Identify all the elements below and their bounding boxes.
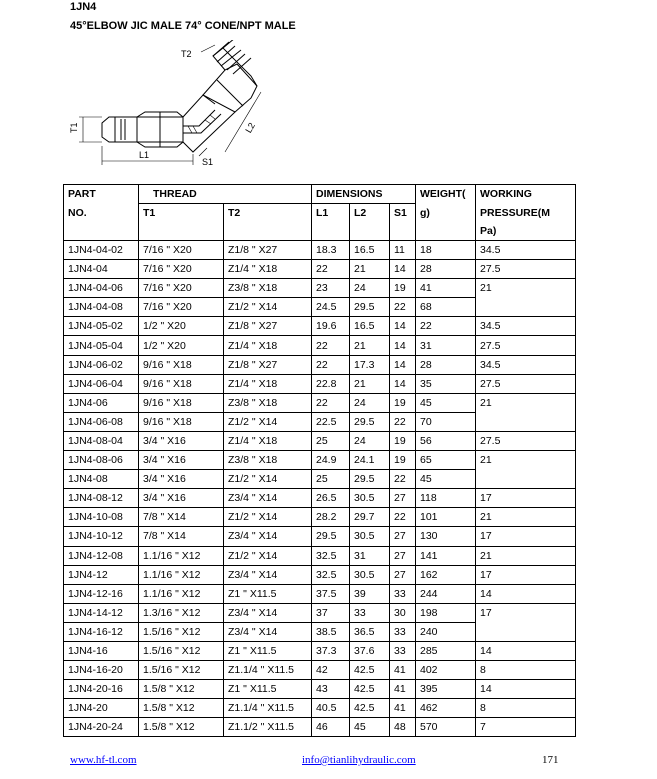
- l1-cell: 22: [312, 355, 350, 374]
- s1-cell: 14: [390, 260, 416, 279]
- part-no-cell: 1JN4-06: [64, 393, 139, 412]
- weight-cell: 28: [416, 260, 476, 279]
- l2-cell: 30.5: [350, 527, 390, 546]
- table-row: [64, 279, 576, 298]
- s1-cell: 22: [390, 298, 416, 317]
- pressure-cell: [476, 622, 576, 641]
- l2-cell: 30.5: [350, 565, 390, 584]
- website-link[interactable]: www.hf-tl.com: [70, 754, 137, 766]
- s1-cell: 33: [390, 584, 416, 603]
- s1-cell: 41: [390, 680, 416, 699]
- s1-cell: 22: [390, 508, 416, 527]
- thread-t1-cell: 3/4 " X16: [139, 470, 224, 489]
- table-row: [64, 661, 576, 680]
- l1-cell: 24.9: [312, 451, 350, 470]
- t2-header: T2: [224, 204, 312, 223]
- table-row: [64, 489, 576, 508]
- l2-cell: 21: [350, 336, 390, 355]
- pressure-cell: 27.5: [476, 336, 576, 355]
- s1-label: S1: [202, 157, 214, 167]
- l2-cell: 24: [350, 431, 390, 450]
- pressure-cell: 21: [476, 279, 576, 298]
- pressure-cell: [476, 470, 576, 489]
- thread-t1-cell: 1/2 " X20: [139, 336, 224, 355]
- s1-cell: 27: [390, 546, 416, 565]
- thread-t1-cell: 3/4 " X16: [139, 489, 224, 508]
- table-row: [64, 508, 576, 527]
- part-no-cell: 1JN4-12-16: [64, 584, 139, 603]
- no-header: NO.: [64, 204, 139, 223]
- table-row: [64, 546, 576, 565]
- s1-cell: 19: [390, 393, 416, 412]
- l1-cell: 22: [312, 260, 350, 279]
- s1-cell: 41: [390, 699, 416, 718]
- weight-cell: 31: [416, 336, 476, 355]
- thread-t2-cell: Z1/2 " X14: [224, 508, 312, 527]
- l1-cell: 40.5: [312, 699, 350, 718]
- l2-cell: 42.5: [350, 661, 390, 680]
- l1-cell: 18.3: [312, 241, 350, 260]
- s1-header: S1: [390, 204, 416, 223]
- l1-cell: 29.5: [312, 527, 350, 546]
- l2-label: L2: [243, 120, 257, 135]
- weight-cell: 141: [416, 546, 476, 565]
- table-row: [64, 527, 576, 546]
- l1-cell: 22.5: [312, 412, 350, 431]
- pressure-cell: 27.5: [476, 431, 576, 450]
- pressure-cell: 17: [476, 603, 576, 622]
- thread-t1-cell: 1.3/16 " X12: [139, 603, 224, 622]
- thread-t2-cell: Z1.1/4 " X11.5: [224, 661, 312, 680]
- part-no-cell: 1JN4-08-12: [64, 489, 139, 508]
- l1-cell: 37.5: [312, 584, 350, 603]
- part-no-cell: 1JN4-14-12: [64, 603, 139, 622]
- thread-t2-cell: Z1/2 " X14: [224, 412, 312, 431]
- weight-cell: 28: [416, 355, 476, 374]
- t1-label: T1: [69, 122, 79, 133]
- thread-t1-cell: 3/4 " X16: [139, 431, 224, 450]
- l2-header: L2: [350, 204, 390, 223]
- thread-t1-cell: 7/8 " X14: [139, 508, 224, 527]
- thread-t2-cell: Z1/2 " X14: [224, 546, 312, 565]
- l2-cell: 16.5: [350, 241, 390, 260]
- thread-t2-cell: Z1/4 " X18: [224, 260, 312, 279]
- thread-t2-cell: Z1.1/2 " X11.5: [224, 718, 312, 737]
- table-row: [64, 355, 576, 374]
- product-title: 45°ELBOW JIC MALE 74° CONE/NPT MALE: [70, 20, 296, 32]
- pressure-unit-header: Pa): [476, 222, 576, 241]
- thread-t2-cell: Z1/8 " X27: [224, 317, 312, 336]
- weight-cell: 70: [416, 412, 476, 431]
- email-link[interactable]: info@tianlihydraulic.com: [302, 754, 416, 766]
- l1-cell: 22.8: [312, 374, 350, 393]
- weight-cell: 41: [416, 279, 476, 298]
- thread-t2-cell: Z1 " X11.5: [224, 641, 312, 660]
- weight-cell: 402: [416, 661, 476, 680]
- l1-cell: 19.6: [312, 317, 350, 336]
- pressure-cell: 21: [476, 451, 576, 470]
- l2-cell: 29.5: [350, 412, 390, 431]
- part-no-cell: 1JN4-04: [64, 260, 139, 279]
- thread-t2-cell: Z3/8 " X18: [224, 393, 312, 412]
- s1-cell: 14: [390, 355, 416, 374]
- thread-t1-cell: 9/16 " X18: [139, 374, 224, 393]
- thread-t2-cell: Z3/8 " X18: [224, 451, 312, 470]
- pressure-cell: 7: [476, 718, 576, 737]
- thread-t2-cell: Z1/8 " X27: [224, 355, 312, 374]
- s1-cell: 19: [390, 451, 416, 470]
- s1-cell: 11: [390, 241, 416, 260]
- s1-cell: 30: [390, 603, 416, 622]
- part-no-cell: 1JN4-12: [64, 565, 139, 584]
- thread-t1-cell: 1.1/16 " X12: [139, 584, 224, 603]
- thread-t2-cell: Z1/2 " X14: [224, 298, 312, 317]
- l2-cell: 17.3: [350, 355, 390, 374]
- table-row: [64, 641, 576, 660]
- weight-cell: 198: [416, 603, 476, 622]
- thread-t1-cell: 1.5/16 " X12: [139, 661, 224, 680]
- l1-cell: 25: [312, 431, 350, 450]
- l2-cell: 31: [350, 546, 390, 565]
- l1-cell: 22: [312, 336, 350, 355]
- pressure-cell: 17: [476, 489, 576, 508]
- table-row: [64, 374, 576, 393]
- s1-cell: 48: [390, 718, 416, 737]
- l2-cell: 21: [350, 260, 390, 279]
- l2-cell: 45: [350, 718, 390, 737]
- pressure-cell: 8: [476, 661, 576, 680]
- thread-t1-cell: 1.1/16 " X12: [139, 546, 224, 565]
- weight-cell: 118: [416, 489, 476, 508]
- l1-cell: 25: [312, 470, 350, 489]
- s1-cell: 33: [390, 641, 416, 660]
- s1-cell: 14: [390, 336, 416, 355]
- l2-cell: 30.5: [350, 489, 390, 508]
- part-no-cell: 1JN4-20-16: [64, 680, 139, 699]
- thread-t1-cell: 9/16 " X18: [139, 393, 224, 412]
- l1-header: L1: [312, 204, 350, 223]
- pressure-header-2: PRESSURE(M: [476, 204, 576, 223]
- table-row: [64, 317, 576, 336]
- s1-cell: 19: [390, 431, 416, 450]
- l1-cell: 32.5: [312, 565, 350, 584]
- part-no-cell: 1JN4-04-02: [64, 241, 139, 260]
- specification-table: [63, 184, 576, 737]
- pressure-cell: 21: [476, 393, 576, 412]
- l2-cell: 24: [350, 279, 390, 298]
- table-row: [64, 622, 576, 641]
- thread-t2-cell: Z3/4 " X14: [224, 603, 312, 622]
- weight-cell: 65: [416, 451, 476, 470]
- l2-cell: 29.5: [350, 298, 390, 317]
- weight-cell: 162: [416, 565, 476, 584]
- thread-t1-cell: 1.5/16 " X12: [139, 622, 224, 641]
- thread-t1-cell: 1.5/8 " X12: [139, 718, 224, 737]
- thread-t1-cell: 1.5/8 " X12: [139, 699, 224, 718]
- weight-cell: 130: [416, 527, 476, 546]
- weight-cell: 56: [416, 431, 476, 450]
- header-row-3: [64, 222, 576, 241]
- thread-t2-cell: Z3/4 " X14: [224, 565, 312, 584]
- l1-cell: 37: [312, 603, 350, 622]
- table-row: [64, 336, 576, 355]
- pressure-header: WORKING: [476, 185, 576, 204]
- l1-cell: 46: [312, 718, 350, 737]
- table-row: [64, 393, 576, 412]
- thread-t1-cell: 1/2 " X20: [139, 317, 224, 336]
- table-row: [64, 298, 576, 317]
- s1-cell: 27: [390, 489, 416, 508]
- thread-t2-cell: Z3/8 " X18: [224, 279, 312, 298]
- weight-cell: 395: [416, 680, 476, 699]
- pressure-cell: 14: [476, 584, 576, 603]
- part-no-cell: 1JN4-16-12: [64, 622, 139, 641]
- table-row: [64, 412, 576, 431]
- pressure-cell: 14: [476, 641, 576, 660]
- s1-cell: 41: [390, 661, 416, 680]
- page-number: 171: [542, 754, 559, 766]
- pressure-cell: 17: [476, 527, 576, 546]
- thread-t1-cell: 7/16 " X20: [139, 241, 224, 260]
- l1-label: L1: [139, 150, 150, 160]
- weight-cell: 45: [416, 470, 476, 489]
- weight-cell: 285: [416, 641, 476, 660]
- s1-cell: 22: [390, 412, 416, 431]
- l1-cell: 42: [312, 661, 350, 680]
- part-header: PART: [64, 185, 139, 204]
- pressure-cell: [476, 412, 576, 431]
- thread-t1-cell: 1.5/8 " X12: [139, 680, 224, 699]
- part-no-cell: 1JN4-16-20: [64, 661, 139, 680]
- table-row: [64, 451, 576, 470]
- thread-t2-cell: Z1/4 " X18: [224, 374, 312, 393]
- weight-unit-header: g): [416, 204, 476, 223]
- weight-cell: 35: [416, 374, 476, 393]
- thread-t2-cell: Z1/4 " X18: [224, 336, 312, 355]
- pressure-cell: 34.5: [476, 317, 576, 336]
- part-no-cell: 1JN4-12-08: [64, 546, 139, 565]
- table-row: [64, 718, 576, 737]
- weight-cell: 101: [416, 508, 476, 527]
- pressure-cell: [476, 298, 576, 317]
- l1-cell: 22: [312, 393, 350, 412]
- table-row: [64, 431, 576, 450]
- thread-t2-cell: Z1 " X11.5: [224, 584, 312, 603]
- weight-cell: 240: [416, 622, 476, 641]
- part-no-cell: 1JN4-10-12: [64, 527, 139, 546]
- pressure-cell: 34.5: [476, 241, 576, 260]
- l2-cell: 29.7: [350, 508, 390, 527]
- pressure-cell: 8: [476, 699, 576, 718]
- weight-cell: 244: [416, 584, 476, 603]
- thread-t2-cell: Z3/4 " X14: [224, 527, 312, 546]
- s1-cell: 22: [390, 470, 416, 489]
- pressure-cell: 21: [476, 546, 576, 565]
- l2-cell: 42.5: [350, 680, 390, 699]
- pressure-cell: 14: [476, 680, 576, 699]
- part-no-cell: 1JN4-06-08: [64, 412, 139, 431]
- table-row: [64, 260, 576, 279]
- part-no-cell: 1JN4-04-06: [64, 279, 139, 298]
- t1-header: T1: [139, 204, 224, 223]
- footer-website[interactable]: [70, 754, 137, 766]
- part-no-cell: 1JN4-06-04: [64, 374, 139, 393]
- weight-cell: 22: [416, 317, 476, 336]
- header-row-1: [64, 185, 576, 204]
- dimensions-header: DIMENSIONS: [312, 185, 416, 204]
- pressure-cell: 27.5: [476, 260, 576, 279]
- product-code: 1JN4: [70, 1, 97, 13]
- table-row: [64, 603, 576, 622]
- thread-t2-cell: Z3/4 " X14: [224, 489, 312, 508]
- s1-cell: 27: [390, 527, 416, 546]
- l1-cell: 38.5: [312, 622, 350, 641]
- weight-header: WEIGHT(: [416, 185, 476, 204]
- table-row: [64, 680, 576, 699]
- thread-t2-cell: Z3/4 " X14: [224, 622, 312, 641]
- table-row: [64, 241, 576, 260]
- weight-cell: 462: [416, 699, 476, 718]
- table-row: [64, 584, 576, 603]
- l2-cell: 37.6: [350, 641, 390, 660]
- l2-cell: 29.5: [350, 470, 390, 489]
- part-no-cell: 1JN4-20: [64, 699, 139, 718]
- table-row: [64, 699, 576, 718]
- thread-t1-cell: 7/16 " X20: [139, 298, 224, 317]
- l2-cell: 42.5: [350, 699, 390, 718]
- part-no-cell: 1JN4-08: [64, 470, 139, 489]
- thread-t1-cell: 7/8 " X14: [139, 527, 224, 546]
- weight-cell: 18: [416, 241, 476, 260]
- l1-cell: 43: [312, 680, 350, 699]
- thread-t2-cell: Z1.1/4 " X11.5: [224, 699, 312, 718]
- thread-t1-cell: 9/16 " X18: [139, 412, 224, 431]
- part-no-cell: 1JN4-05-02: [64, 317, 139, 336]
- thread-t1-cell: 3/4 " X16: [139, 451, 224, 470]
- part-no-cell: 1JN4-04-08: [64, 298, 139, 317]
- s1-cell: 14: [390, 374, 416, 393]
- s1-cell: 33: [390, 622, 416, 641]
- part-no-cell: 1JN4-05-04: [64, 336, 139, 355]
- thread-t1-cell: 9/16 " X18: [139, 355, 224, 374]
- l2-cell: 21: [350, 374, 390, 393]
- thread-t1-cell: 7/16 " X20: [139, 279, 224, 298]
- s1-cell: 27: [390, 565, 416, 584]
- l1-cell: 32.5: [312, 546, 350, 565]
- thread-t1-cell: 1.5/16 " X12: [139, 641, 224, 660]
- fitting-technical-drawing: [65, 40, 285, 175]
- l2-cell: 24.1: [350, 451, 390, 470]
- l1-cell: 26.5: [312, 489, 350, 508]
- pressure-cell: 34.5: [476, 355, 576, 374]
- part-no-cell: 1JN4-08-04: [64, 431, 139, 450]
- thread-t1-cell: 1.1/16 " X12: [139, 565, 224, 584]
- part-no-cell: 1JN4-08-06: [64, 451, 139, 470]
- thread-t1-cell: 7/16 " X20: [139, 260, 224, 279]
- weight-cell: 68: [416, 298, 476, 317]
- l1-cell: 23: [312, 279, 350, 298]
- weight-cell: 570: [416, 718, 476, 737]
- l2-cell: 33: [350, 603, 390, 622]
- thread-t2-cell: Z1/2 " X14: [224, 470, 312, 489]
- thread-header: THREAD: [139, 185, 312, 204]
- table-row: [64, 470, 576, 489]
- footer-email[interactable]: [302, 754, 416, 766]
- l1-cell: 24.5: [312, 298, 350, 317]
- thread-t2-cell: Z1 " X11.5: [224, 680, 312, 699]
- part-no-cell: 1JN4-10-08: [64, 508, 139, 527]
- s1-cell: 19: [390, 279, 416, 298]
- part-no-cell: 1JN4-20-24: [64, 718, 139, 737]
- thread-t2-cell: Z1/8 " X27: [224, 241, 312, 260]
- l2-cell: 24: [350, 393, 390, 412]
- header-row-2: [64, 204, 576, 223]
- pressure-cell: 21: [476, 508, 576, 527]
- s1-cell: 14: [390, 317, 416, 336]
- pressure-cell: 17: [476, 565, 576, 584]
- part-no-cell: 1JN4-06-02: [64, 355, 139, 374]
- thread-t2-cell: Z1/4 " X18: [224, 431, 312, 450]
- weight-cell: 45: [416, 393, 476, 412]
- l1-cell: 37.3: [312, 641, 350, 660]
- l2-cell: 39: [350, 584, 390, 603]
- t2-label: T2: [181, 49, 192, 59]
- part-no-cell: 1JN4-16: [64, 641, 139, 660]
- l2-cell: 16.5: [350, 317, 390, 336]
- l2-cell: 36.5: [350, 622, 390, 641]
- l1-cell: 28.2: [312, 508, 350, 527]
- pressure-cell: 27.5: [476, 374, 576, 393]
- table-row: [64, 565, 576, 584]
